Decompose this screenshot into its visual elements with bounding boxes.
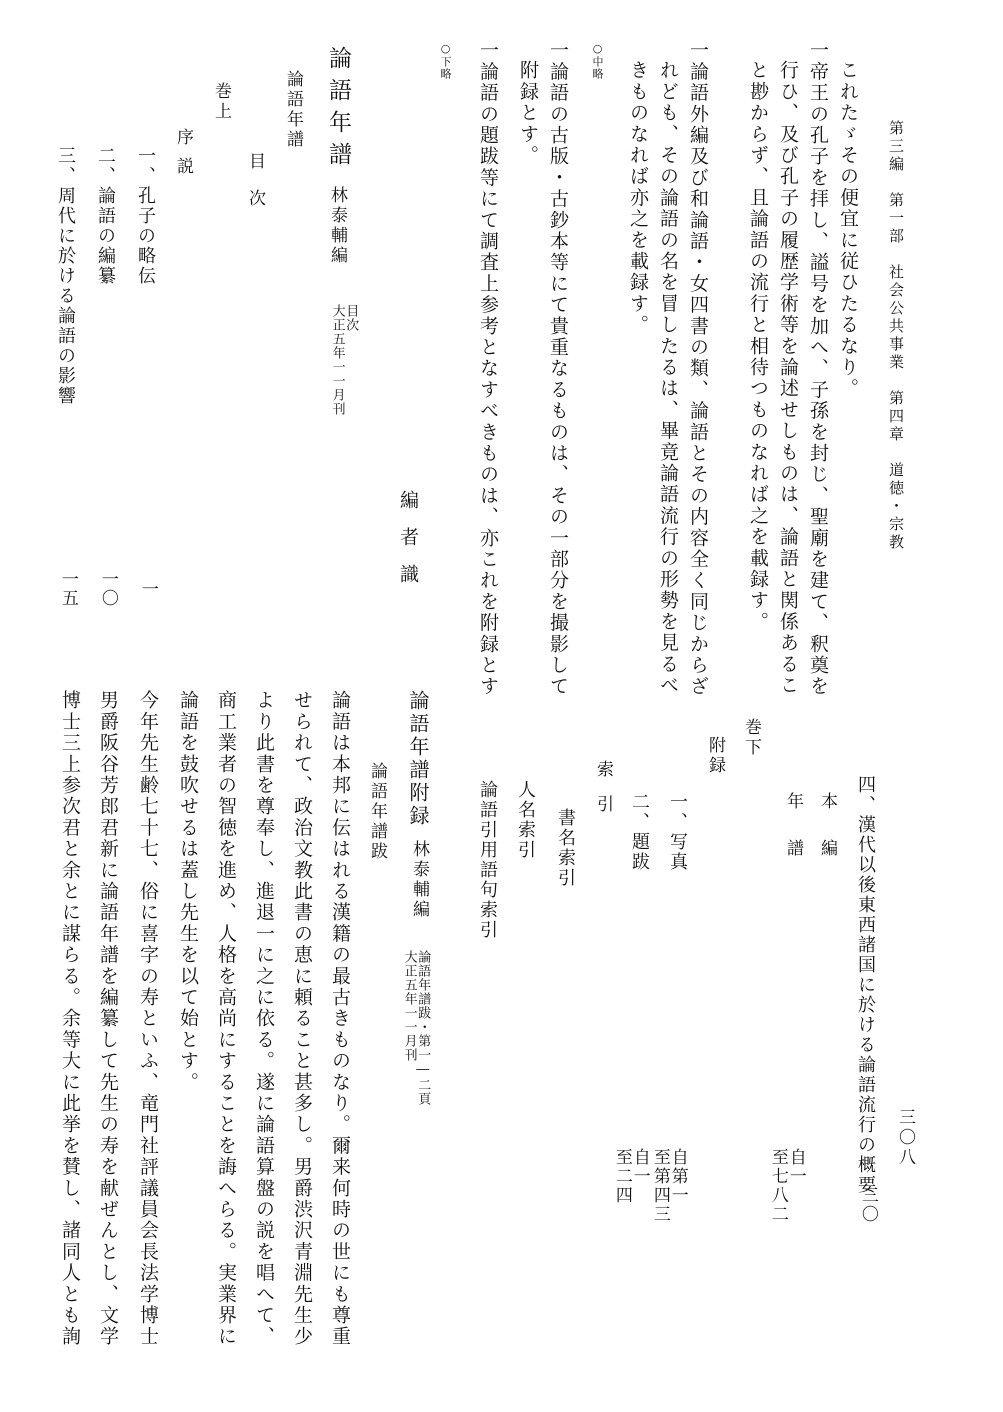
toc-item: 四、漢代以後東西諸国に於ける論語流行の概要 (855, 775, 876, 1195)
range-to: 至二四 (611, 1148, 632, 1205)
preface-line: きものなれば亦之を載録す。 (627, 60, 649, 336)
index-label: 索引 (593, 760, 613, 830)
toc-item: 二、論語の編纂 (95, 146, 116, 286)
preface-line: 一論語の古版・古鈔本等にて貴重なるものは、その一部分を撮影して (547, 40, 569, 698)
preface-line: 附録とす。 (517, 60, 539, 166)
page-range (650, 1148, 686, 1224)
book-title: 論語年譜 (325, 46, 351, 174)
book-author: 林泰輔編 (327, 186, 347, 266)
editor-signature: 編者識 (397, 490, 419, 601)
afterword-line: せられて、政治文教此書の恵に頼ること甚多し。男爵渋沢青淵先生少 (291, 690, 313, 1348)
toc-page: 三〇 (857, 1186, 878, 1224)
toc-item: 一、写真 (667, 792, 688, 872)
afterword-line: 博士三上参次君と余とに謀らる。余等大に此挙を賛し、諸同人とも詢 (59, 690, 81, 1348)
source-meta (402, 950, 429, 1106)
section-label: 序説 (173, 128, 193, 186)
range-from: 自一 (629, 1148, 650, 1186)
toc-item: 二、題跋 (629, 792, 650, 872)
toc-heading: 目次 (245, 152, 265, 226)
afterword-line: 論語を鼓吹せるは蓋し先生を以て始とす。 (177, 690, 199, 1093)
nenpu-label: 年譜 (783, 792, 803, 886)
range-from: 自第一 (667, 1148, 688, 1205)
toc-item: 三、周代に於ける論語の影響 (55, 146, 76, 406)
meta-line: 大正五年一一月刊 (401, 950, 417, 1062)
appendix-author: 林泰輔編 (409, 840, 429, 920)
preface-line: 一帝王の孔子を拝し、謚号を加へ、子孫を封じ、聖廟を建て、釈奠を (807, 40, 829, 698)
range-from: 自一 (785, 1148, 806, 1186)
afterword-line: 論語は本邦に伝はれる漢籍の最古きものなり。爾来何時の世にも尊重 (329, 690, 351, 1348)
afterword-line: 男爵阪谷芳郎君新に論語年譜を編纂して先生の寿を献ぜんとし、文学 (97, 690, 119, 1348)
index-item: 論語引用語句索引 (477, 780, 498, 940)
volume-label: 巻上 (211, 82, 231, 122)
page-range (768, 1148, 804, 1224)
page-number: 三〇八 (895, 1108, 915, 1168)
preface-line: 一論語外編及び和論語・女四書の類、論語とその内容全く同じからざ (687, 40, 709, 698)
preface-line: れども、その論語の名を冒したるは、畢竟論語流行の形勢を見るべ (657, 60, 679, 696)
afterword-title: 論語年譜跋 (367, 762, 387, 862)
appendix-label: 附録 (705, 736, 725, 776)
range-to: 至第四三 (649, 1148, 670, 1224)
honpen-label: 本編 (817, 792, 837, 886)
meta-line: 目次 (343, 304, 359, 332)
index-item: 人名索引 (515, 780, 536, 860)
preface-line: 一論語の題跋等にて調査上参考となすべきものは、亦これを附録とす (477, 40, 499, 698)
preface-line: これたゞその便宜に従ひたるなり。 (837, 60, 859, 400)
index-item: 書名索引 (555, 808, 576, 888)
volume-label: 巻下 (741, 718, 761, 758)
afterword-line: 今年先生齢七十七、俗に喜字の寿といふ、竜門社評議員会長法学博士 (137, 690, 159, 1348)
range-to: 至七八二 (767, 1148, 788, 1224)
afterword-line: より此書を尊奉し、進退一に之に依る。遂に論語算盤の説を唱へて、 (253, 690, 275, 1348)
meta-line: 論語年譜跋・第一―二頁 (415, 950, 431, 1106)
afterword-line: 商工業者の智徳を進め、人格を高尚にすることを誨へらる。実業界に (215, 690, 237, 1348)
meta-line: 大正五年一一月刊 (329, 304, 345, 416)
omission-mark: ○中略 (591, 42, 604, 80)
subtitle: 論語年譜 (283, 70, 303, 150)
omission-mark: ○下略 (439, 42, 452, 80)
page-range (612, 1148, 648, 1205)
preface-line: と尠からず、且論語の流行と相待つものなれば之を載録す。 (747, 60, 769, 633)
running-header: 第三編 第一部 社会公共事業 第四章 道徳・宗教 (887, 120, 905, 552)
appendix-title: 論語年譜附録 (406, 690, 430, 828)
toc-page: 一 (137, 580, 158, 599)
preface-line: 行ひ、及び孔子の履歴学術等を論述せしものは、論語と関係あるこ (777, 60, 799, 696)
source-meta (330, 304, 357, 416)
toc-item: 一、孔子の略伝 (135, 146, 156, 286)
toc-page: 一〇 (97, 570, 118, 608)
toc-page: 一五 (57, 570, 78, 608)
